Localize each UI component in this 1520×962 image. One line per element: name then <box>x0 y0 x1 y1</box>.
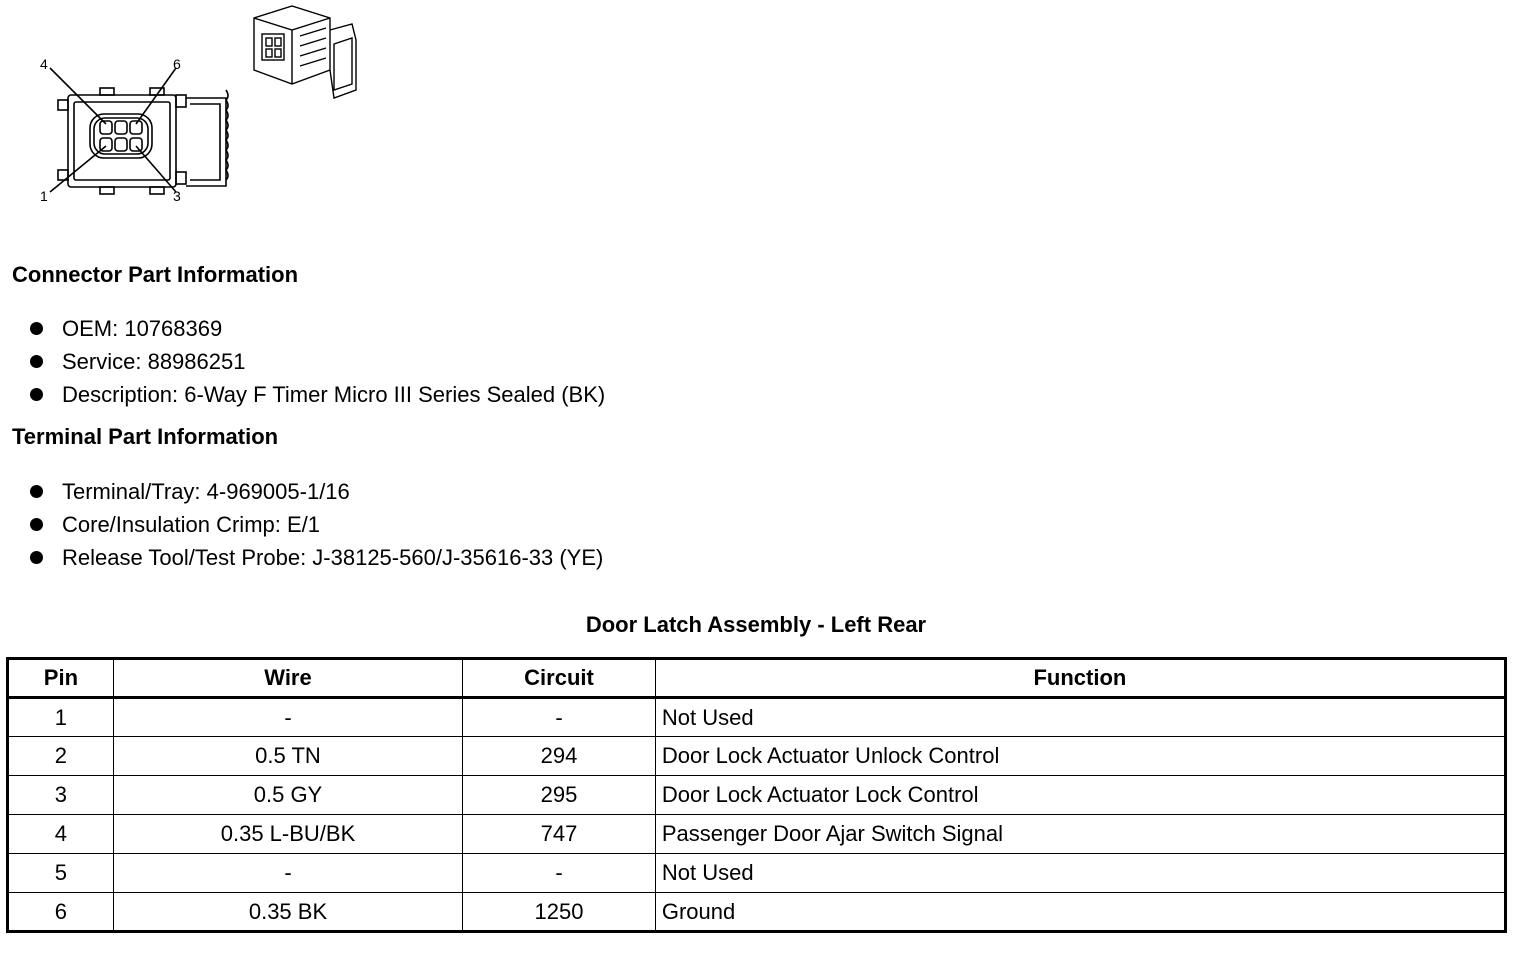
cell-wire: - <box>113 854 462 893</box>
bullet-icon <box>30 322 43 335</box>
bullet-icon <box>30 518 43 531</box>
pin-label-1: 1 <box>40 188 48 204</box>
bullet-icon <box>30 551 43 564</box>
cell-circuit: 747 <box>463 815 656 854</box>
bullet-icon <box>30 388 43 401</box>
pinout-table <box>6 657 1507 933</box>
cell-function: Not Used <box>655 698 1505 737</box>
cell-function: Door Lock Actuator Lock Control <box>655 776 1505 815</box>
cell-circuit: - <box>463 698 656 737</box>
cell-pin: 2 <box>8 737 114 776</box>
connector-part-info-list <box>28 312 605 411</box>
table-row <box>8 737 1506 776</box>
cell-wire: - <box>113 698 462 737</box>
terminal-part-info-heading: Terminal Part Information <box>12 424 279 449</box>
connector-part-info-heading: Connector Part Information <box>12 262 299 287</box>
connector-iso-view <box>254 6 356 98</box>
cell-function: Ground <box>655 893 1505 932</box>
cell-function: Not Used <box>655 854 1505 893</box>
list-item: Description: 6-Way F Timer Micro III Series Sealed (BK) <box>28 378 605 411</box>
list-item: Terminal/Tray: 4-969005-1/16 <box>28 475 603 508</box>
cell-pin: 3 <box>8 776 114 815</box>
bullet-icon <box>30 355 43 368</box>
cell-circuit: 1250 <box>463 893 656 932</box>
table-header-row <box>8 659 1506 698</box>
cell-function: Door Lock Actuator Unlock Control <box>655 737 1505 776</box>
list-item: OEM: 10768369 <box>28 312 605 345</box>
cell-circuit: 294 <box>463 737 656 776</box>
cell-circuit: - <box>463 854 656 893</box>
cell-wire: 0.5 GY <box>113 776 462 815</box>
list-item: Release Tool/Test Probe: J-38125-560/J-35616-33 (YE) <box>28 541 603 574</box>
column-header-circuit: Circuit <box>463 659 656 698</box>
cell-pin: 4 <box>8 815 114 854</box>
cell-wire: 0.35 BK <box>113 893 462 932</box>
cell-pin: 6 <box>8 893 114 932</box>
table-row <box>8 893 1506 932</box>
table-row <box>8 854 1506 893</box>
table-row <box>8 698 1506 737</box>
pin-label-6: 6 <box>173 56 181 72</box>
list-item: Service: 88986251 <box>28 345 605 378</box>
column-header-wire: Wire <box>113 659 462 698</box>
pin-label-4: 4 <box>40 56 48 72</box>
column-header-pin: Pin <box>8 659 114 698</box>
cell-circuit: 295 <box>463 776 656 815</box>
bullet-icon <box>30 485 43 498</box>
list-item: Core/Insulation Crimp: E/1 <box>28 508 603 541</box>
table-row <box>8 815 1506 854</box>
cell-wire: 0.5 TN <box>113 737 462 776</box>
cell-pin: 5 <box>8 854 114 893</box>
pin-label-3: 3 <box>173 188 181 204</box>
cell-pin: 1 <box>8 698 114 737</box>
terminal-part-info-list <box>28 475 603 574</box>
table-row <box>8 776 1506 815</box>
column-header-function: Function <box>655 659 1505 698</box>
connector-face-drawing <box>30 0 370 215</box>
connector-diagram <box>30 0 370 215</box>
cell-wire: 0.35 L-BU/BK <box>113 815 462 854</box>
cell-function: Passenger Door Ajar Switch Signal <box>655 815 1505 854</box>
table-caption: Door Latch Assembly - Left Rear <box>585 612 927 637</box>
